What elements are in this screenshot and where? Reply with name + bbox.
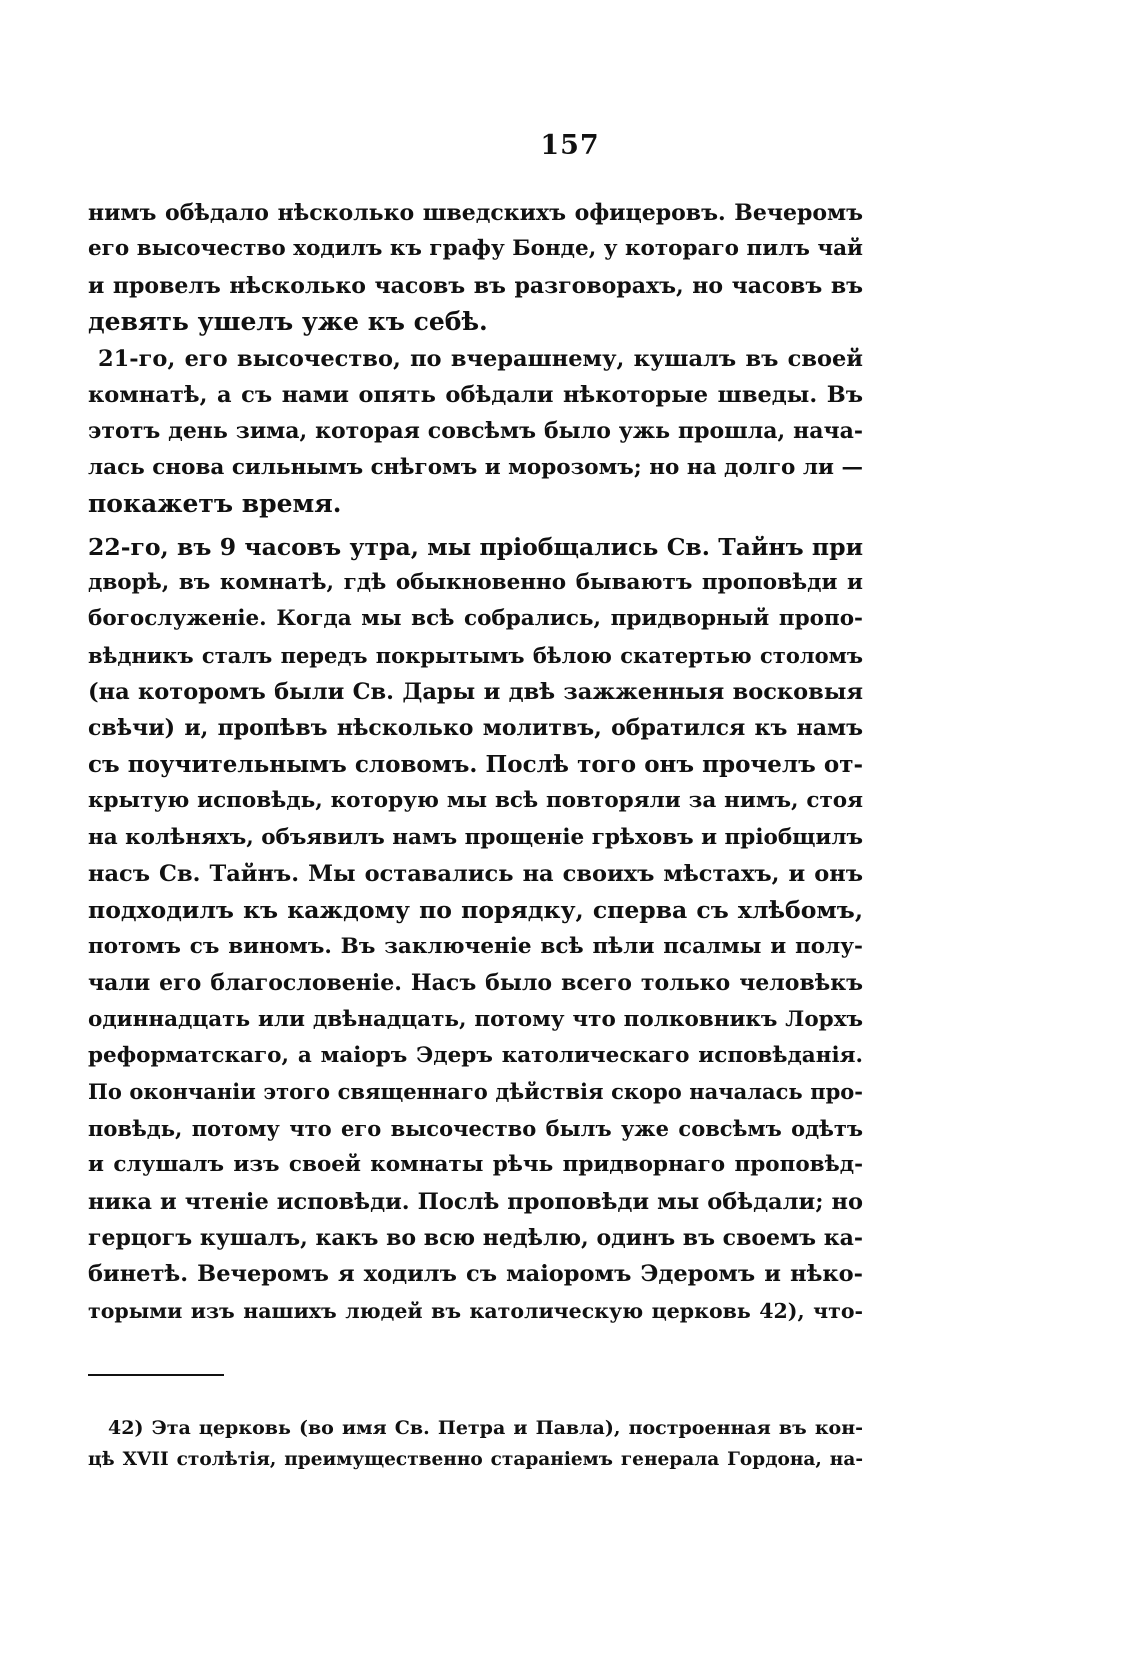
text-line: торыми изъ нашихъ людей въ католическую церковь 42), что- bbox=[88, 1298, 863, 1323]
text-line: нимъ обѣдало нѣсколько шведскихъ офицеровъ. Вечеромъ bbox=[88, 200, 863, 226]
text-line: подходилъ къ каждому по порядку, сперва съ хлѣбомъ, bbox=[88, 896, 863, 925]
text-line: ника и чтеніе исповѣди. Послѣ проповѣди мы обѣдали; но bbox=[88, 1188, 863, 1215]
text-line: свѣчи) и, пропѣвъ нѣсколько молитвъ, обратился къ намъ bbox=[88, 715, 863, 742]
footnote bbox=[88, 1412, 863, 1476]
text-line: дворѣ, въ комнатѣ, гдѣ обыкновенно бываютъ проповѣди и bbox=[88, 569, 863, 595]
text-line: По окончаніи этого священнаго дѣйствія скоро началась про- bbox=[88, 1079, 863, 1105]
text-line: богослуженіе. Когда мы всѣ собрались, придворный пропо- bbox=[88, 606, 863, 632]
text-line: повѣдь, потому что его высочество былъ уже совсѣмъ одѣтъ bbox=[88, 1115, 863, 1141]
text-line: и слушалъ изъ своей комнаты рѣчь придворнаго проповѣд- bbox=[88, 1152, 863, 1178]
text-line: покажетъ время. bbox=[88, 489, 342, 519]
text-line: девять ушелъ уже къ себѣ. bbox=[88, 307, 488, 337]
text-line: реформатскаго, а маіоръ Эдеръ католическаго исповѣданія. bbox=[88, 1042, 863, 1068]
text-line: вѣдникъ сталъ передъ покрытымъ бѣлою скатертью столомъ bbox=[88, 642, 863, 668]
text-line: комнатѣ, а съ нами опять обѣдали нѣкоторые шведы. Въ bbox=[88, 381, 863, 408]
text-line: этотъ день зима, которая совсѣмъ было ужь прошла, нача- bbox=[88, 418, 863, 445]
text-line: потомъ съ виномъ. Въ заключеніе всѣ пѣли псалмы и полу- bbox=[88, 933, 863, 959]
text-line: 22-го, въ 9 часовъ утра, мы пріобщались Св. Тайнъ при bbox=[88, 532, 863, 561]
footnote-divider bbox=[88, 1374, 224, 1376]
text-line: одиннадцать или двѣнадцать, потому что полковникъ Лорхъ bbox=[88, 1006, 863, 1032]
footnote-line: цѣ XVII столѣтія, преимущественно стараніемъ генерала Гордона, на- bbox=[88, 1449, 863, 1470]
text-line: его высочество ходилъ къ графу Бонде, у котораго пилъ чай bbox=[88, 236, 863, 262]
text-line: и провелъ нѣсколько часовъ въ разговорахъ, но часовъ въ bbox=[88, 272, 863, 299]
text-line: лась снова сильнымъ снѣгомъ и морозомъ; но на долго ли — bbox=[88, 454, 863, 480]
footnote-line: 42) Эта церковь (во имя Св. Петра и Павла), построенная въ кон- bbox=[108, 1417, 863, 1439]
text-line: на колѣняхъ, объявилъ намъ прощеніе грѣховъ и пріобщилъ bbox=[88, 824, 864, 850]
text-line: чали его благословеніе. Насъ было всего только человѣкъ bbox=[88, 970, 863, 997]
main-text bbox=[88, 195, 863, 1329]
text-line: (на которомъ были Св. Дары и двѣ зажженныя восковыя bbox=[88, 679, 863, 706]
text-line: крытую исповѣдь, которую мы всѣ повторяли за нимъ, стоя bbox=[88, 788, 863, 814]
text-line: насъ Св. Тайнъ. Мы оставались на своихъ мѣстахъ, и онъ bbox=[88, 861, 863, 888]
text-line: бинетѣ. Вечеромъ я ходилъ съ маіоромъ Эдеромъ и нѣко- bbox=[88, 1261, 863, 1288]
text-line: съ поучительнымъ словомъ. Послѣ того онъ прочелъ от- bbox=[88, 750, 863, 778]
text-line: 21-го, его высочество, по вчерашнему, кушалъ въ своей bbox=[98, 345, 863, 372]
page-number: 157 bbox=[540, 130, 600, 161]
text-line: герцогъ кушалъ, какъ во всю недѣлю, одинъ въ своемъ ка- bbox=[88, 1224, 863, 1251]
